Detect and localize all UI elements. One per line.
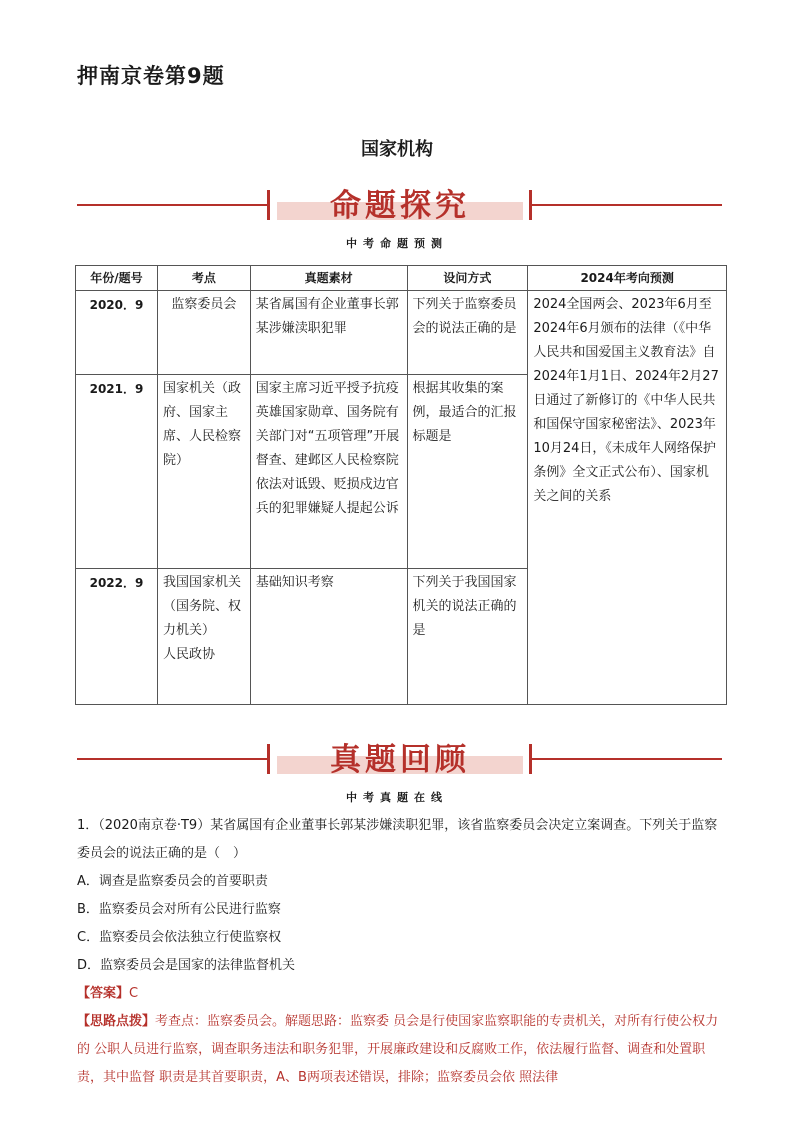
analysis-label: 【思路点拨】 — [77, 1014, 156, 1029]
topic-title: 国家机构 — [361, 139, 433, 160]
point-text: 我国国家机关（国务院、权力机关） — [162, 575, 241, 638]
material-cell: 某省属国有企业董事长郭某涉嫌渎职犯罪 — [250, 291, 407, 375]
material-cell: 基础知识考察 — [250, 569, 407, 705]
question-block — [77, 812, 722, 1092]
page-title: 押南京卷第9题 — [77, 64, 225, 88]
banner-title: 真题回顾 — [330, 742, 470, 778]
analysis-text — [77, 1008, 722, 1092]
question-cell: 根据其收集的案例，最适合的汇报标题是 — [407, 375, 528, 569]
banner-line-right — [532, 204, 722, 206]
header-cell: 考点 — [157, 266, 250, 291]
exam-table — [75, 265, 727, 705]
material-cell: 国家主席习近平授予抗疫英雄国家勋章、国务院有关部门对“五项管理”开展督查、建邺区人民检察院依法对诋毁、贬损戍边官兵的犯罪嫌疑人提起公诉 — [250, 375, 407, 569]
header-cell: 设问方式 — [407, 266, 528, 291]
table-header-row — [76, 266, 727, 291]
banner-line-left — [77, 758, 267, 760]
option-c: C．监察委员会依法独立行使监察权 — [77, 930, 282, 945]
year-cell: 2022．9 — [76, 569, 158, 705]
answer-line — [77, 980, 722, 1008]
section-banner-2 — [77, 734, 722, 782]
header-cell: 年份/题号 — [76, 266, 158, 291]
question-cell: 下列关于我国国家机关的说法正确的是 — [407, 569, 528, 705]
answer-label: 【答案】 — [77, 986, 130, 1001]
point-cell — [157, 569, 250, 705]
question-stem: 1．（2020南京卷·T9）某省属国有企业董事长郭某涉嫌渎职犯罪，该省监察委员会决定立案调查。下列关于监察委员会的说法正确的是（ ） — [77, 818, 718, 861]
header-cell: 2024年考向预测 — [528, 266, 727, 291]
point-cell: 监察委员会 — [157, 291, 250, 375]
option-b: B．监察委员会对所有公民进行监察 — [77, 902, 281, 917]
point-cell: 国家机关（政府、国家主席、人民检察院） — [157, 375, 250, 569]
question-cell: 下列关于监察委员会的说法正确的是 — [407, 291, 528, 375]
banner-title: 命题探究 — [330, 188, 470, 224]
analysis-body: 考查点：监察委员会。解题思路：监察委 员会是行使国家监察职能的专责机关，对所有行使公权力的 公职人员进行监察，调查职务违法和职务犯罪，开展廉政建设和反腐败工作，依法履行监督、调查和处置职责，其中监督 职责是其首要职责，A、B两项表述错误，排除；监察委员会依 照法律 — [77, 1014, 719, 1085]
option-a: A．调查是监察委员会的首要职责 — [77, 874, 268, 889]
option-d: D．监察委员会是国家的法律监督机关 — [77, 958, 296, 973]
forecast-cell: 2024全国两会、2023年6月至2024年6月颁布的法律（《中华人民共和国爱国主义教育法》自2024年1月1日、2024年2月27日通过了新修订的《中华人民共和国保守国家秘密法》、2023年10月24日，《未成年人网络保护条例》全文正式公布）、国家机关之间的关系 — [528, 291, 727, 705]
year-cell: 2020．9 — [76, 291, 158, 375]
banner-bar-left — [267, 744, 270, 774]
banner-line-left — [77, 204, 267, 206]
year-cell: 2021．9 — [76, 375, 158, 569]
banner-bar-left — [267, 190, 270, 220]
header-cell: 真题素材 — [250, 266, 407, 291]
section-sublabel-2: 中考真题在线 — [346, 791, 448, 804]
section-sublabel-1: 中考命题预测 — [346, 237, 448, 250]
table-row — [76, 291, 727, 375]
answer-value: C — [129, 986, 139, 1001]
point-extra-text: 人民政协 — [162, 647, 215, 662]
banner-line-right — [532, 758, 722, 760]
section-banner-1 — [77, 180, 722, 228]
